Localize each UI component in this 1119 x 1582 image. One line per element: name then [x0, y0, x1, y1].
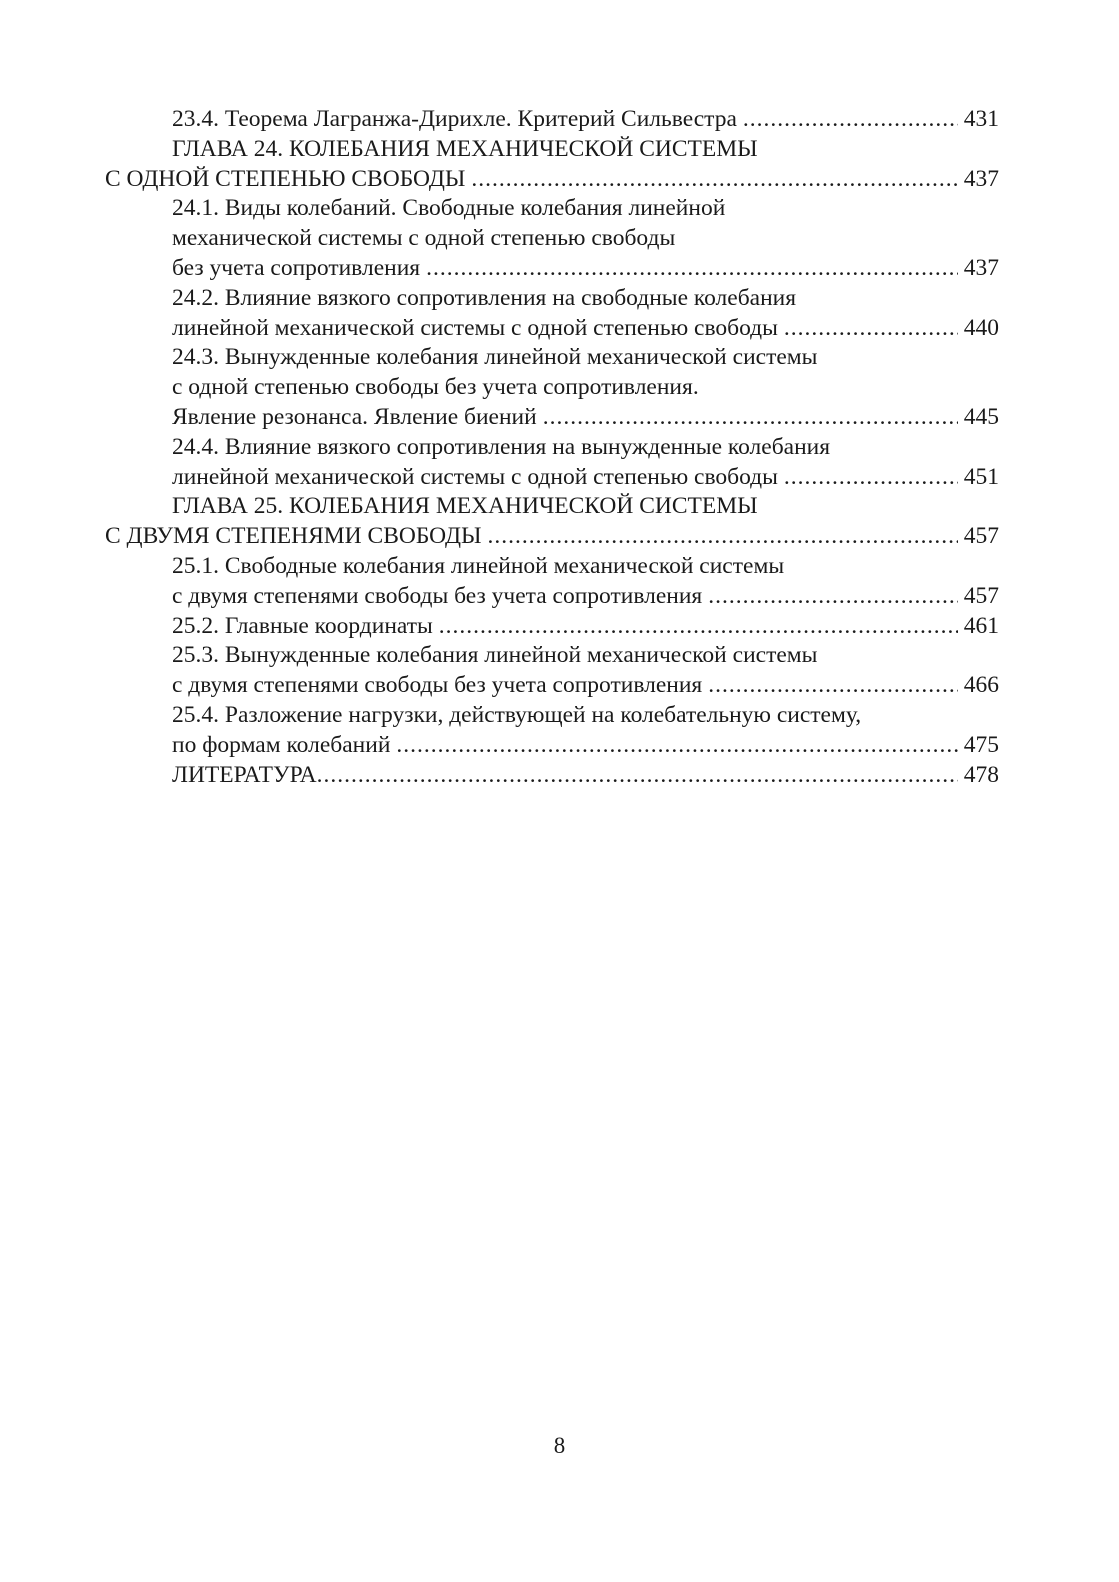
toc-entry-24-4[interactable]	[172, 433, 999, 463]
toc-entry-title: ЛИТЕРАТУРА	[172, 761, 317, 788]
toc-page-number: 457	[963, 582, 999, 609]
toc-entry-25-2[interactable]	[172, 612, 999, 642]
toc-entry-24-2-end[interactable]	[172, 314, 999, 344]
dot-leader	[543, 403, 958, 433]
toc-chapter-25-heading[interactable]	[172, 492, 999, 522]
dot-leader	[784, 463, 958, 493]
dot-leader	[743, 105, 958, 135]
toc-chapter-24-heading[interactable]	[172, 135, 999, 165]
toc-page-number: 437	[963, 254, 999, 281]
toc-page-number: 478	[963, 761, 999, 788]
toc-entry-title: линейной механической системы с одной степенью свободы	[172, 314, 778, 341]
toc-page-number: 445	[963, 403, 999, 430]
toc-entry-24-3-end[interactable]	[172, 403, 999, 433]
toc-entry-title: с одной степенью свободы без учета сопротивления.	[172, 374, 699, 401]
toc-entry-24-3[interactable]	[172, 343, 999, 373]
dot-leader	[708, 582, 958, 612]
toc-entry-title: ГЛАВА 24. КОЛЕБАНИЯ МЕХАНИЧЕСКОЙ СИСТЕМЫ	[172, 135, 758, 162]
toc-chapter-24-heading-cont[interactable]	[105, 165, 999, 195]
toc-entry-title: механической системы с одной степенью свободы	[172, 225, 676, 252]
toc-entry-25-1[interactable]	[172, 552, 999, 582]
toc-page-number: 431	[963, 106, 999, 132]
toc-entry-title: 25.1. Свободные колебания линейной механической системы	[172, 552, 785, 579]
toc-entry-title: Явление резонанса. Явление биений	[172, 403, 537, 430]
toc-entry-25-4[interactable]	[172, 701, 999, 731]
toc-entry-title: ГЛАВА 25. КОЛЕБАНИЯ МЕХАНИЧЕСКОЙ СИСТЕМЫ	[172, 493, 758, 520]
page-number: 8	[553, 1433, 566, 1458]
toc-page-number: 475	[963, 731, 999, 758]
toc-entry-title: без учета сопротивления	[172, 254, 421, 281]
toc-entry-23-4[interactable]	[172, 105, 999, 135]
toc-entry-title: 24.1. Виды колебаний. Свободные колебания линейной	[172, 195, 726, 222]
toc-entry-title: 24.3. Вынужденные колебания линейной механической системы	[172, 344, 818, 371]
toc-entry-24-3-cont[interactable]	[172, 373, 999, 403]
toc-entry-title: линейной механической системы с одной степенью свободы	[172, 463, 778, 490]
toc-entry-title: по формам колебаний	[172, 731, 391, 758]
toc-entry-24-1-cont[interactable]	[172, 224, 999, 254]
dot-leader	[471, 165, 957, 195]
toc-entry-title: С ДВУМЯ СТЕПЕНЯМИ СВОБОДЫ	[105, 523, 482, 550]
toc-entry-25-3-end[interactable]	[172, 671, 999, 701]
toc-entry-24-1-end[interactable]	[172, 254, 999, 284]
toc-entry-title: 23.4. Теорема Лагранжа-Дирихле. Критерий Сильвестра	[172, 106, 737, 132]
toc-entry-title: С ОДНОЙ СТЕПЕНЬЮ СВОБОДЫ	[105, 165, 466, 192]
dot-leader	[317, 761, 958, 791]
toc-entry-title: 25.2. Главные координаты	[172, 612, 433, 639]
toc-entry-25-1-end[interactable]	[172, 582, 999, 612]
toc-page-number: 437	[963, 165, 999, 192]
toc-entry-24-1[interactable]	[172, 194, 999, 224]
toc-chapter-25-heading-cont[interactable]	[105, 522, 999, 552]
toc-entry-25-4-end[interactable]	[172, 731, 999, 761]
dot-leader	[708, 671, 958, 701]
toc-page-number: 457	[963, 523, 999, 550]
toc-entry-references[interactable]	[172, 761, 999, 791]
dot-leader	[439, 612, 958, 642]
toc-entry-title: 24.4. Влияние вязкого сопротивления на вынужденные колебания	[172, 433, 831, 460]
table-of-contents	[0, 105, 1119, 790]
toc-page-number: 440	[963, 314, 999, 341]
dot-leader	[426, 254, 958, 284]
toc-entry-title: 25.4. Разложение нагрузки, действующей на колебательную систему,	[172, 701, 862, 728]
toc-page-number: 451	[963, 463, 999, 490]
toc-entry-title: 24.2. Влияние вязкого сопротивления на свободные колебания	[172, 284, 797, 311]
toc-entry-title: с двумя степенями свободы без учета сопротивления	[172, 582, 703, 609]
toc-page-number: 466	[963, 672, 999, 699]
dot-leader	[396, 731, 957, 761]
toc-entry-24-4-end[interactable]	[172, 463, 999, 493]
dot-leader	[488, 522, 958, 552]
toc-entry-title: 25.3. Вынужденные колебания линейной механической системы	[172, 642, 818, 669]
dot-leader	[784, 314, 958, 344]
toc-entry-title: с двумя степенями свободы без учета сопротивления	[172, 672, 703, 699]
toc-page-number: 461	[963, 612, 999, 639]
toc-entry-24-2[interactable]	[172, 284, 999, 314]
toc-entry-25-3[interactable]	[172, 641, 999, 671]
